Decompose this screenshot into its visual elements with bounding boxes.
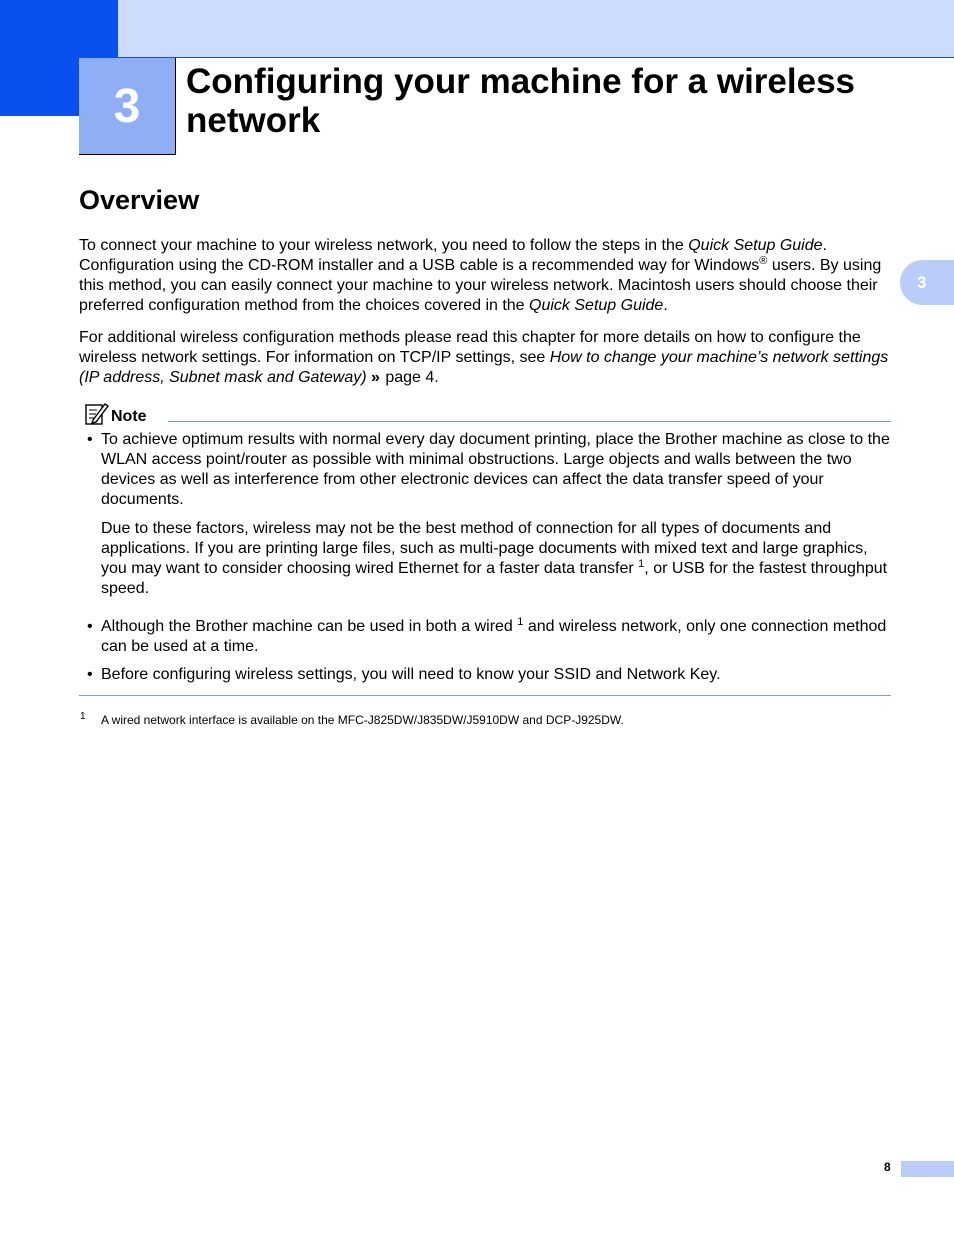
chapter-number: 3 xyxy=(113,79,141,133)
bullet-marker: • xyxy=(87,431,93,448)
text-run: users. By using this method, you can easily connect your machine to your wireless network. Macintosh users should choose their preferred configuration method from the choices covered in the xyxy=(79,257,882,314)
chapter-title: Configuring your machine for a wireless network xyxy=(186,62,856,140)
guide-reference: Quick Setup Guide xyxy=(529,297,664,314)
header-rule xyxy=(118,57,954,58)
text-run: Although the Brother machine can be used in both a wired xyxy=(101,618,518,635)
section-heading: Overview xyxy=(79,185,200,215)
footnote-ref[interactable]: 1 xyxy=(638,558,645,570)
overview-paragraph-2 xyxy=(79,328,891,388)
text-run: . Configuration using the CD-ROM installer and a USB cable is a recommended way for Windows xyxy=(79,237,827,274)
bullet-marker: • xyxy=(87,666,93,683)
bullet-marker: • xyxy=(87,618,93,635)
footnote-text: A wired network interface is available on the MFC-J825DW/J835DW/J5910DW and DCP-J925DW. xyxy=(101,713,624,727)
note-item-1-paragraph-1: To achieve optimum results with normal every day document printing, place the Brother machine as close to the WLAN access point/router as possible with minimal obstructions. Large objects and walls between the two devices as well as interference from other electronic devices can affect the data transfer speed of your documents. xyxy=(101,431,890,508)
footnote-ref[interactable]: 1 xyxy=(517,616,524,628)
note-pencil-icon xyxy=(83,401,109,427)
text-run: , or USB for the fastest throughput speed. xyxy=(101,560,888,597)
note-item-2 xyxy=(101,617,891,657)
text-run: and wireless network, only one connection method can be used at a time. xyxy=(101,618,887,655)
double-arrow-icon: » xyxy=(371,369,377,386)
note-label: Note xyxy=(111,408,147,425)
text-run: For additional wireless configuration methods please read this chapter for more details on how to configure the wireless network settings. For information on TCP/IP settings, see xyxy=(79,329,861,366)
page-reference[interactable]: page 4. xyxy=(385,369,439,386)
note-end-divider xyxy=(79,695,891,696)
guide-reference: Quick Setup Guide xyxy=(688,237,823,254)
text-run: Due to these factors, wireless may not be the best method of connection for all types of documents and applications. If you are printing large files, such as multi-page documents with mixed text and large graphics, you may want to consider choosing wired Ethernet for a faster data transfer xyxy=(101,520,868,577)
note-divider xyxy=(168,421,891,422)
header-band xyxy=(0,0,954,58)
registered-mark: ® xyxy=(759,255,768,267)
page-number-tab xyxy=(901,1161,954,1177)
cross-reference-link[interactable]: How to change your machine’s network settings (IP address, Subnet mask and Gateway) xyxy=(79,349,889,386)
note-item-3: Before configuring wireless settings, you will need to know your SSID and Network Key. xyxy=(101,666,721,683)
page-number: 8 xyxy=(884,1160,891,1174)
footnote-number: 1 xyxy=(80,711,86,722)
chapter-number-box xyxy=(79,58,176,155)
chapter-side-tab-label: 3 xyxy=(917,272,927,292)
chapter-side-tab xyxy=(900,260,954,305)
text-run: . xyxy=(663,297,668,314)
overview-paragraph-1 xyxy=(79,236,891,316)
note-item-1-paragraph-2 xyxy=(101,519,891,599)
text-run: To connect your machine to your wireless network, you need to follow the steps in the xyxy=(79,237,689,254)
